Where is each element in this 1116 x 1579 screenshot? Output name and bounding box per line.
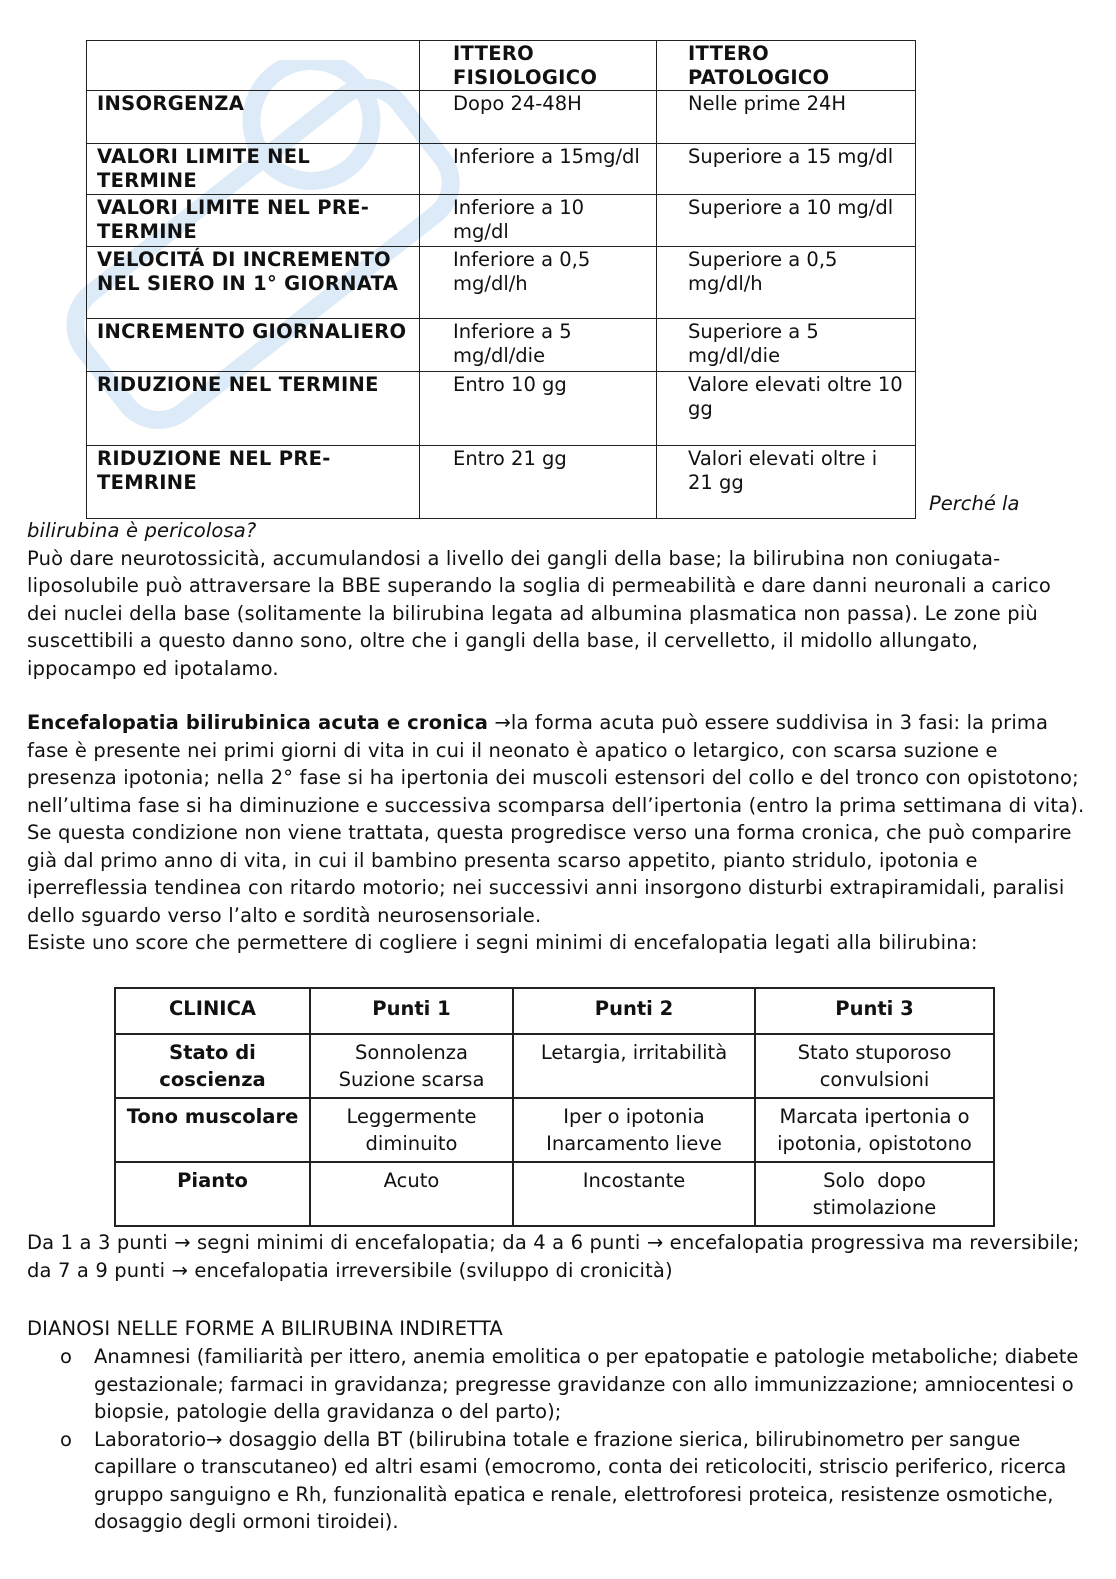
cell-punti-3: Marcata ipertonia o ipotonia, opistotono: [755, 1098, 994, 1162]
table-row: [87, 372, 916, 446]
list-item: [60, 1343, 1080, 1426]
table-row: [87, 446, 916, 519]
row-label: Pianto: [115, 1162, 310, 1226]
header-clinica: CLINICA: [115, 988, 310, 1034]
cell-patologico: Superiore a 5 mg/dl/die: [657, 319, 916, 372]
cell-patologico: Superiore a 10 mg/dl: [657, 195, 916, 247]
header-fisiologico: ITTERO FISIOLOGICO: [420, 41, 657, 91]
cell-fisiologico: Dopo 24-48H: [420, 91, 657, 144]
cell-fisiologico: Inferiore a 10 mg/dl: [420, 195, 657, 247]
question-heading-part2: bilirubina è pericolosa?: [27, 519, 257, 542]
diagnosi-list: [60, 1343, 1080, 1536]
cell-fisiologico: Entro 21 gg: [420, 446, 657, 519]
cell-punti-2: Letargia, irritabilità: [513, 1034, 755, 1098]
encefalopatia-score-table: [114, 987, 995, 1227]
arrow-icon: →: [171, 1258, 189, 1282]
encefalopatia-title: Encefalopatia bilirubinica acuta e cronica: [27, 711, 489, 734]
row-label: Stato di coscienza: [115, 1034, 310, 1098]
table-row: [87, 144, 916, 195]
ittero-comparison-table: [86, 40, 916, 519]
cell-patologico: Superiore a 0,5 mg/dl/h: [657, 247, 916, 319]
arrow-icon: →: [206, 1427, 223, 1451]
bullet-icon: o: [60, 1345, 72, 1368]
cell-patologico: Nelle prime 24H: [657, 91, 916, 144]
cell-fisiologico: Entro 10 gg: [420, 372, 657, 446]
row-label: VALORI LIMITE NEL TERMINE: [87, 144, 420, 195]
table-row: [115, 1162, 994, 1226]
score-header-row: [115, 988, 994, 1034]
cell-fisiologico: Inferiore a 15mg/dl: [420, 144, 657, 195]
cell-punti-2: Iper o ipotonia Inarcamento lieve: [513, 1098, 755, 1162]
table-row: [115, 1098, 994, 1162]
list-item: [60, 1426, 1080, 1536]
row-label: INSORGENZA: [87, 91, 420, 144]
row-label: Tono muscolare: [115, 1098, 310, 1162]
summary-range-1: Da 1 a 3 punti: [27, 1231, 168, 1254]
row-label: RIDUZIONE NEL TERMINE: [87, 372, 420, 446]
header-empty-cell: [87, 41, 420, 91]
arrow-icon: →: [646, 1231, 664, 1254]
cell-punti-1: Sonnolenza Suzione scarsa: [310, 1034, 513, 1098]
arrow-icon: →: [174, 1231, 191, 1254]
score-intro: Esiste uno score che permettere di cogliere i segni minimi di encefalopatia legati alla bilirubina:: [27, 931, 978, 954]
summary-text-3: encefalopatia irreversibile (sviluppo di cronicità): [194, 1258, 673, 1282]
table-row: [87, 195, 916, 247]
list-item-text: Anamnesi (familiarità per ittero, anemia emolitica o per epatopatie e patologie metaboliche; diabete gestazionale; farmaci in gravidanza; pregresse gravidanze con allo immunizzazione; amniocentesi o biopsie, patologie della gravidanza o del parto);: [94, 1345, 1079, 1423]
cell-patologico: Superiore a 15 mg/dl: [657, 144, 916, 195]
table-row: [115, 1034, 994, 1098]
encefalopatia-text: la forma acuta può essere suddivisa in 3 fasi: la prima fase è presente nei primi giorni di vita in cui il neonato è apatico o letargico, con scarsa suzione e presenza ipotonia; nella 2° fase si ha ipertonia dei muscoli estensori del collo e del tronco con opistotono; nell’ultima fase si ha diminuzione e successiva scomparsa dell’ipertonia (entro la prima settimana di vita). Se questa condizione non viene trattata, questa progredisce verso una forma cronica, che può comparire già dal primo anno di vita, in cui il bambino presenta scarso appetito, pianto stridulo, ipotonia e iperreflessia tendinea con ritardo motorio; nei successivi anni insorgono disturbi extrapiramidali, paralisi dello sguardo verso l’alto e sordità neurosensoriale.: [27, 711, 1085, 927]
arrow-icon: →: [494, 711, 511, 734]
diagnosi-title: DIANOSI NELLE FORME A BILIRUBINA INDIRETTA: [27, 1317, 503, 1340]
table-row: [87, 91, 916, 144]
paragraph-neurotossicita: Può dare neurotossicità, accumulandosi a livello dei gangli della base; la bilirubina non coniugata-liposolubile può attraversare la BBE superando la soglia di permeabilità e dare danni neuronali a carico dei nuclei della base (solitamente la bilirubina legata ad albumina plasmatica non passa). Le zone più suscettibili a questo danno sono, oltre che i gangli della base, il cervelletto, il midollo allungato, ippocampo ed ipotalamo.: [27, 546, 1051, 680]
table-header-row: [87, 41, 916, 91]
encefalopatia-paragraph: [27, 709, 1087, 957]
row-label: VELOCITÁ DI INCREMENTO NEL SIERO IN 1° GIORNATA: [87, 247, 420, 319]
header-patologico: ITTERO PATOLOGICO: [657, 41, 916, 91]
cell-punti-3: Solo dopo stimolazione: [755, 1162, 994, 1226]
cell-punti-3: Stato stuporoso convulsioni: [755, 1034, 994, 1098]
cell-punti-1: Acuto: [310, 1162, 513, 1226]
cell-fisiologico: Inferiore a 0,5 mg/dl/h: [420, 247, 657, 319]
summary-text-1: segni minimi di encefalopatia; da 4 a 6 punti: [197, 1231, 641, 1254]
cell-punti-2: Incostante: [513, 1162, 755, 1226]
table-row: [87, 319, 916, 372]
header-punti-2: Punti 2: [513, 988, 755, 1034]
question-paragraph: [27, 517, 1087, 682]
bullet-icon: o: [60, 1427, 72, 1451]
row-label: VALORI LIMITE NEL PRE-TERMINE: [87, 195, 420, 247]
list-item-text: dosaggio della BT (bilirubina totale e frazione sierica, bilirubinometro per sangue capillare o transcutaneo) ed altri esami (emocromo, conta dei reticolociti, striscio periferico, ricerca gruppo sanguigno e Rh, funzionalità epatica e renale, elettroforesi proteica, resistenze osmotiche, dosaggio degli ormoni tiroidei).: [94, 1427, 1067, 1533]
row-label: RIDUZIONE NEL PRE-TEMRINE: [87, 446, 420, 519]
list-item-lead: Laboratorio: [94, 1427, 207, 1451]
cell-patologico: Valori elevati oltre i 21 gg: [657, 446, 916, 519]
header-punti-3: Punti 3: [755, 988, 994, 1034]
score-summary: [27, 1229, 1087, 1284]
table-row: [87, 247, 916, 319]
cell-fisiologico: Inferiore a 5 mg/dl/die: [420, 319, 657, 372]
summary-text-2: encefalopatia progressiva ma reversibile; da 7 a 9 punti: [27, 1231, 1080, 1282]
row-label: INCREMENTO GIORNALIERO: [87, 319, 420, 372]
question-heading-part1: Perché la: [929, 492, 1020, 515]
header-punti-1: Punti 1: [310, 988, 513, 1034]
cell-patologico: Valore elevati oltre 10 gg: [657, 372, 916, 446]
cell-punti-1: Leggermente diminuito: [310, 1098, 513, 1162]
